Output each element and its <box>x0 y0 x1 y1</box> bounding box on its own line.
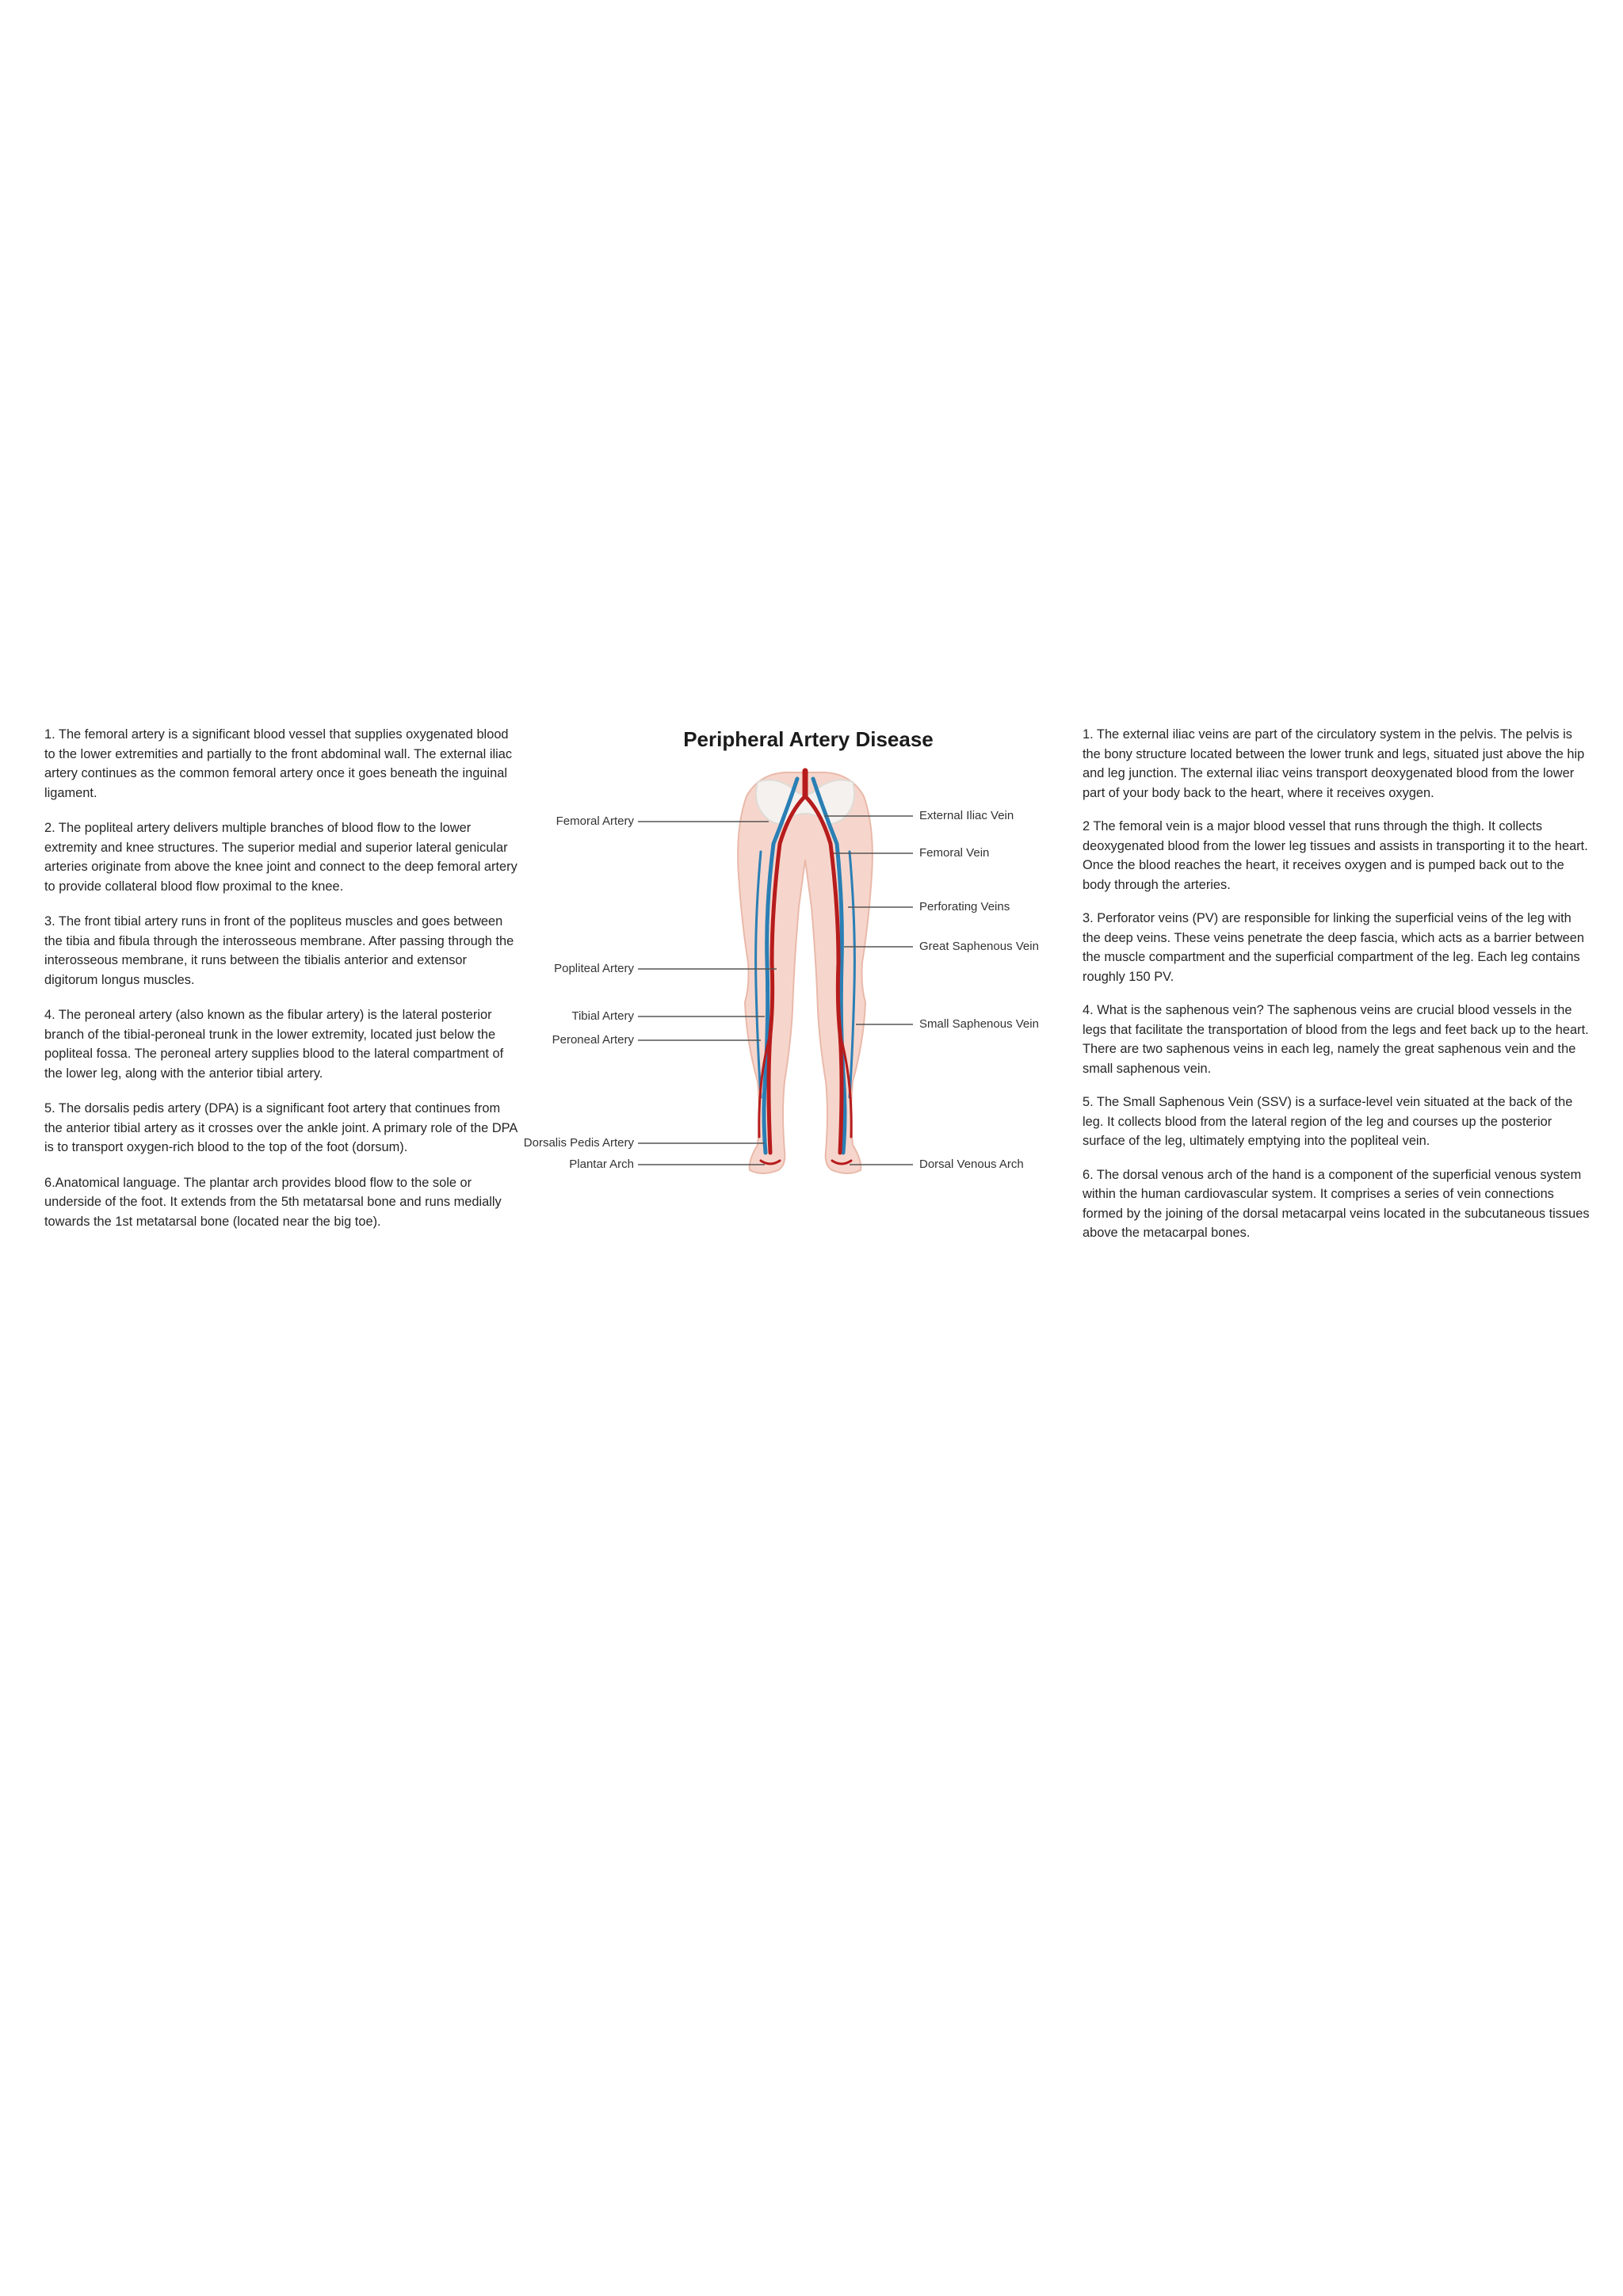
artery-descriptions <box>44 725 520 1247</box>
vein-paragraph-1: 1. The external iliac veins are part of the circulatory system in the pelvis. The pelvis is the bony structure located between the lower trunk and legs, situated just above the hip and leg junction. The external iliac veins transport deoxygenated blood from the lower part of your body back to the heart, where it receives oxygen. <box>1083 727 1585 800</box>
label-peroneal-artery: Peroneal Artery <box>552 1033 634 1047</box>
artery-paragraph-3: 3. The front tibial artery runs in front of the popliteus muscles and goes between the tibia and fibula through the interosseous membrane. After passing through the interosseous membrane, it runs between the tibialis anterior and extensor digitorum longus muscles. <box>44 914 514 987</box>
vein-descriptions <box>1083 725 1590 1257</box>
artery-paragraph-1: 1. The femoral artery is a significant blood vessel that supplies oxygenated blood to the lower extremities and partially to the front abdominal wall. The external iliac artery continues as the common femoral artery once it goes beneath the inguinal ligament. <box>44 727 513 800</box>
vein-paragraph-2: 2 The femoral vein is a major blood vessel that runs through the thigh. It collects deoxygenated blood from the lower leg tissues and assists in transporting it to the heart. Once the blood reaches the heart, it receives oxygen and is pumped back out to the body through the arteries. <box>1083 819 1588 892</box>
label-small-saphenous-vein: Small Saphenous Vein <box>919 1017 1039 1031</box>
label-plantar-arch: Plantar Arch <box>569 1158 634 1171</box>
vein-paragraph-5: 5. The Small Saphenous Vein (SSV) is a surface-level vein situated at the back of the leg. It collects blood from the lateral region of the leg and courses up the posterior surface of the leg, ultimately emptying into the popliteal vein. <box>1083 1095 1573 1148</box>
diagram-title: Peripheral Artery Disease <box>683 727 934 751</box>
vein-paragraph-3: 3. Perforator veins (PV) are responsible for linking the superficial veins of the leg with the deep veins. These veins penetrate the deep fascia, which acts as a barrier between the muscle compartment and the superficial compartment of the leg. Each leg contains roughly 150 PV. <box>1083 911 1584 984</box>
label-dorsalis-pedis-artery: Dorsalis Pedis Artery <box>523 1136 634 1150</box>
label-femoral-artery: Femoral Artery <box>556 814 634 828</box>
label-dorsal-venous-arch: Dorsal Venous Arch <box>919 1158 1024 1171</box>
label-femoral-vein: Femoral Vein <box>919 846 990 860</box>
artery-paragraph-6: 6.Anatomical language. The plantar arch provides blood flow to the sole or underside of the foot. It extends from the 5th metatarsal bone and runs medially towards the 1st metatarsal bone (located near the big toe). <box>44 1175 502 1229</box>
label-external-iliac-vein: External Iliac Vein <box>919 809 1014 822</box>
label-great-saphenous-vein: Great Saphenous Vein <box>919 940 1039 953</box>
vein-paragraph-4: 4. What is the saphenous vein? The saphenous veins are crucial blood vessels in the legs that facilitate the transportation of blood from the legs and feet back up to the heart. There are two saphenous veins in each leg, namely the great saphenous vein and the small saphenous vein. <box>1083 1003 1589 1076</box>
artery-paragraph-2: 2. The popliteal artery delivers multiple branches of blood flow to the lower extremity and knee structures. The superior medial and superior lateral genicular arteries originate from above the knee joint and connect to the deep femoral artery to provide collateral blood flow proximal to the knee. <box>44 821 517 894</box>
artery-paragraph-5: 5. The dorsalis pedis artery (DPA) is a significant foot artery that continues from the anterior tibial artery as it crosses over the ankle joint. A primary role of the DPA is to transport oxygen-rich blood to the top of the foot (dorsum). <box>44 1101 517 1154</box>
legs-circulation-diagram <box>523 765 1078 1208</box>
artery-paragraph-4: 4. The peroneal artery (also known as the fibular artery) is the lateral posterior branch of the tibial-peroneal trunk in the lower extremity, located just below the popliteal fossa. The peroneal artery supplies blood to the lateral compartment of the lower leg, along with the anterior tibial artery. <box>44 1008 504 1081</box>
label-perforating-veins: Perforating Veins <box>919 900 1010 913</box>
vein-paragraph-6: 6. The dorsal venous arch of the hand is a component of the superficial venous system within the human cardiovascular system. It comprises a series of vein connections formed by the joining of the dorsal metacarpal veins located in the subcutaneous tissues above the metacarpal bones. <box>1083 1167 1590 1240</box>
label-tibial-artery: Tibial Artery <box>571 1009 634 1023</box>
label-popliteal-artery: Popliteal Artery <box>554 962 634 975</box>
